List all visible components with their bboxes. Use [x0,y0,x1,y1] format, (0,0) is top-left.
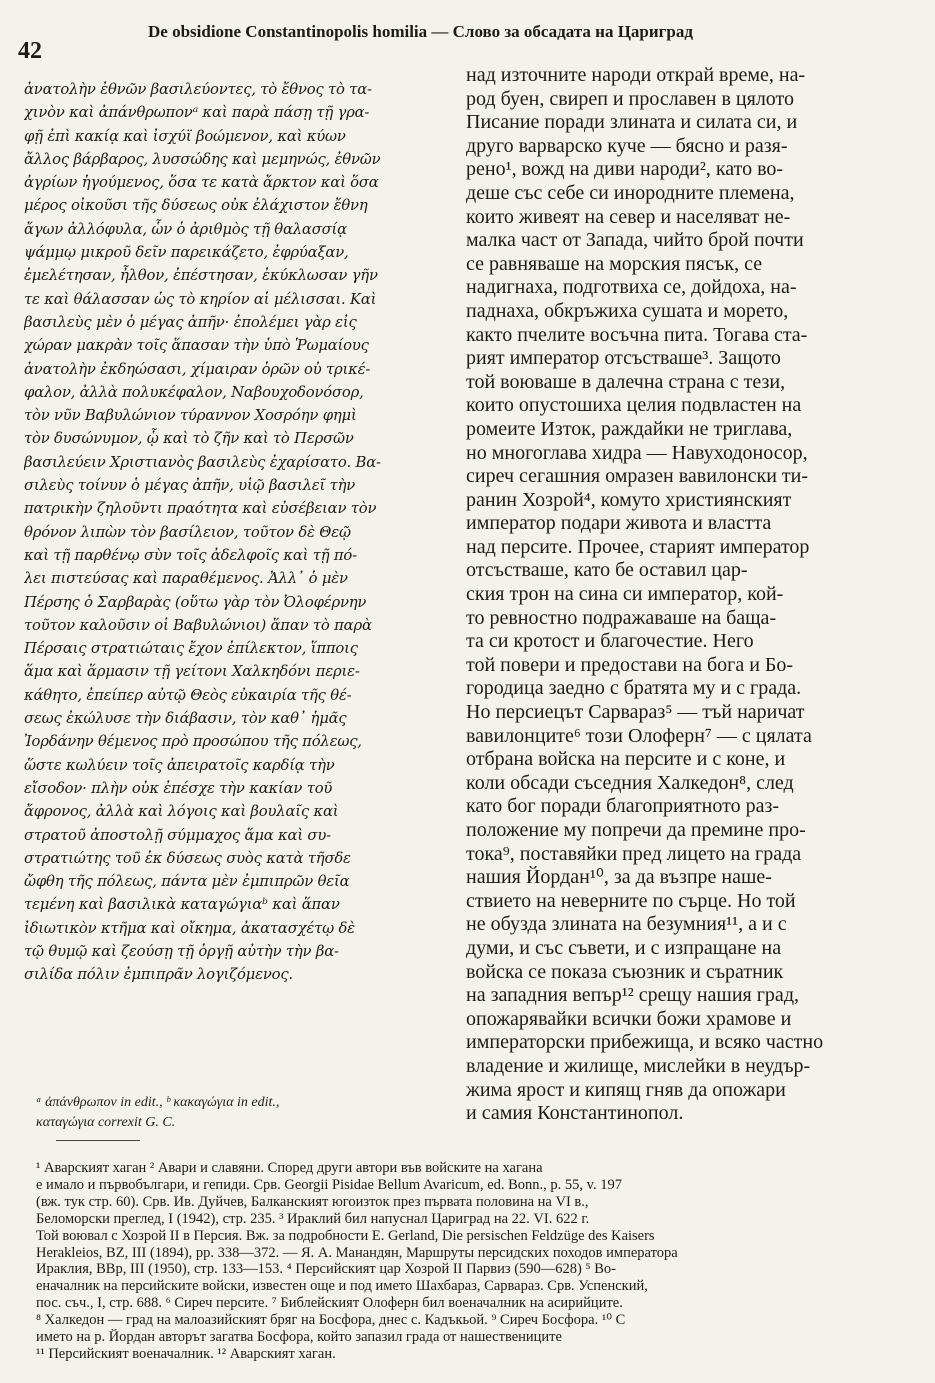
bulgarian-text-line: то ревностно подражаваше на баща- [466,606,777,629]
footnote-line: пос. съч., I, стр. 688. ⁶ Сиреч персите. ⁷ Библейският Олоферн бил военачалник на асирийците. [36,1295,623,1312]
bulgarian-text-line: ския трон на сина си император, кой- [466,583,784,606]
bulgarian-text-line: малка част от Запада, чийто брой почти [466,229,804,252]
bulgarian-text-line: над персите. Прочее, старият император [466,535,810,558]
bulgarian-text-line: жима ярост и кипящ гняв да опожари [466,1078,786,1101]
bulgarian-text-line: опожарявайки всички божи храмове и [466,1007,792,1030]
greek-text-line: πατρικὴν ζηλοῦντι πραότητα καὶ εὐσέβειαν τὸν [24,500,377,518]
greek-text-line: στρατιώτης τοῦ ἐκ δύσεως συὸς κατὰ τῆσδε [24,849,351,867]
apparatus-line: καταγώγια correxit G. C. [36,1115,176,1130]
greek-text-line: σιλεὺς τοίνυν ὁ μέγας ἀπῆν, υἱῷ βασιλεῖ τὴν [24,477,356,495]
greek-text-line: φῇ ἐπὶ κακίᾳ καὶ ἰσχύϊ βοώμενον, καὶ κύων [24,127,346,145]
bulgarian-text-line: отсъстваше, като бе оставил цар- [466,559,748,582]
bulgarian-text-line: надигнаха, подготвиха се, дойдоха, на- [466,276,797,299]
bulgarian-text-line: паднаха, обкръжиха сушата и морето, [466,299,789,322]
bulgarian-text-line: сиреч сегашния омразен вавилонски ти- [466,465,809,488]
greek-text-line: ἀγρίων ἡγούμενος, ὅσα τε κατὰ ἄρκτον καὶ ὅσα [24,174,379,192]
bulgarian-text-line: император подари живота и властта [466,512,772,535]
greek-text-line: στρατοῦ ἀποστολῇ σύμμαχος ἅμα καὶ συ- [24,826,331,844]
footnote-line: ¹ Аварският хаган ² Авари и славяни. Според други автори във войските на хагана [36,1160,543,1176]
footnote-line: еначалник на персийските войски, известен още и под името Шахбараз, Сарвараз. Срв. Успенский, [36,1278,648,1295]
bulgarian-text-line: както пчелите восъчна пита. Тогава ста- [466,323,808,346]
greek-text-line: τῷ θυμῷ καὶ ζεούσῃ τῇ ὀργῇ αὐτὴν τὴν βα- [24,942,339,960]
greek-text-line: ψάμμῳ μικροῦ δεῖν παρεικάζετο, ἐφρύαξαν, [24,244,349,262]
bulgarian-text-line: той повери и предостави на бога и Бо- [466,653,794,676]
greek-text-line: ἀνατολὴν ἐθνῶν βασιλεύοντες, τὸ ἔθνος τὸ τα- [24,81,372,98]
apparatus-line: ᵃ ἀπάνθρωπον in edit., ᵇ κακαγώγια in edit., [36,1095,280,1110]
greek-text-line: βασιλεὺς μὲν ὁ μέγας ἀπῆν· ἐπολέμει γὰρ εἰς [24,313,357,331]
bulgarian-text-line: той воюваше в далечна страна с тези, [466,370,786,393]
bulgarian-text-line: но многоглава хидра — Навуходоносор, [466,441,808,464]
greek-text-line: καὶ τῇ παρθένῳ σὺν τοῖς ἀδελφοῖς καὶ τῇ πό- [24,546,357,564]
bulgarian-text-line: род буен, свиреп и прославен в цялото [466,87,795,110]
greek-text-line: σιλίδα πόλιν ἐμπιπρᾶν λογιζόμενος. [24,966,293,984]
bulgarian-text-line: които живеят на север и населяват не- [466,205,791,228]
bulgarian-text-line: друго варварско куче — бясно и разя- [466,134,788,157]
bulgarian-text-line: вавилонците⁶ този Олоферн⁷ — с цялата [466,724,812,747]
bulgarian-text-line: думи, и със съвети, и с изпращане на [466,936,782,959]
greek-text-line: ἄλλος βάρβαρος, λυσσώδης καὶ μεμηνώς, ἐθνῶν [24,150,381,168]
bulgarian-text-line: ромеите Изток, раждайки не триглава, [466,417,793,440]
running-title: De obsidione Constantinopolis homilia — Слово за обсадата на Цариград [148,22,693,41]
greek-text-line: χινὸν καὶ ἀπάνθρωπονᵃ καὶ παρὰ πάσῃ τῇ γρα- [24,104,370,122]
greek-text-line: ὥστε κωλύειν τοῖς ἀπειρατοῖς καρδίᾳ τὴν [24,756,335,774]
bulgarian-text-line: ранин Хозрой⁴, комуто християнският [466,488,792,511]
footnote-line: Той воювал с Хозрой II в Персия. Вж. за подробности E. Gerland, Die persischen Feldzüge des Kaisers [36,1227,655,1244]
greek-text-line: βασιλεύειν Χριστιανὸς βασιλεὺς ἐχαρίσατο. Βα- [24,453,381,471]
greek-text-line: χώραν μακρὰν τοῖς ἅπασαν τὴν ὑπὸ Ῥωμαίους [24,337,369,355]
footnote-line: ¹¹ Персийският военачалник. ¹² Аварският хаган. [36,1345,336,1362]
bulgarian-translation-column [466,64,916,1126]
footnote-line: Ираклия, ВВр, III (1950), стр. 133—153. ⁴ Персийският цар Хозрой II Парвиз (590—628) ⁵ Во- [36,1261,616,1278]
bulgarian-text-line: ствието на неверните по сърце. Но той [466,889,796,912]
bulgarian-text-line: рено¹, вожд на диви народи², като во- [466,158,784,181]
bulgarian-text-line: деше със себе си инородните племена, [466,181,795,204]
greek-text-line: Ἰορδάνην θέμενος πρὸ προσώπου τῆς πόλεως, [24,733,362,751]
greek-text-line: κάθητο, ἐπείπερ αὐτῷ Θεὸς εὐκαιρία τῆς θέ- [24,686,352,704]
critical-apparatus [36,1093,476,1133]
bulgarian-text-line: които опустошиха целия подвластен на [466,394,802,417]
bulgarian-text-line: коли обсади съседния Халкедон⁸, след [466,771,794,794]
footnote-line: (вж. тук стр. 60). Срв. Ив. Дуйчев, Балканският югоизток през първата половина на VI в., [36,1193,589,1210]
greek-text-line: φαλον, ἀλλὰ πολυκέφαλον, Ναβουχοδονόσορ, [24,383,364,401]
greek-text-line: σεως ἐκώλυσε τὴν διάβασιν, τὸν καθ᾽ ἡμᾶς [24,710,347,728]
greek-text-line: τεμένη καὶ βασιλικὰ καταγώγιαᵇ καὶ ἅπαν [24,896,340,914]
greek-text-line: ἅμα καὶ ἅρμασιν τῇ γείτονι Χαλκηδόνι περιε- [24,663,360,681]
greek-text-line: ἐμελέτησαν, ἦλθον, ἐπέστησαν, ἐκύκλωσαν γῆν [24,267,378,285]
bulgarian-text-line: городица заедно с братята му и с града. [466,677,802,700]
bulgarian-text-line: положение му попречи да премине про- [466,819,806,841]
bulgarian-text-line: тока⁹, поставяйки пред лицето на града [466,842,802,865]
greek-text-line: τὸν νῦν Βαβυλώνιον τύραννον Χοσρόην φημὶ [24,407,357,425]
greek-text-line: εἴσοδον· πλὴν οὐκ ἐπέσχε τὴν κακίαν τοῦ [24,779,333,797]
greek-text-line: ἄφρονος, ἀλλὰ καὶ λόγοις καὶ βουλαῖς καὶ [24,803,339,821]
bulgarian-text-line: рият император отсъстваше³. Защото [466,347,781,370]
bulgarian-text-line: владение и жилище, мислейки в неудър- [466,1054,811,1077]
bulgarian-text-line: императорски прибежища, и всяко частно [466,1031,824,1054]
footnote-line: ⁸ Халкедон — град на малоазийският бряг на Босфора, днес с. Кадъкьой. ⁹ Сиреч Босфора. ¹⁰ С [36,1312,626,1329]
greek-text-line: ἀνατολὴν ἐκδηώσασι, χίμαιραν ὁρῶν οὐ τρικέ- [24,360,371,378]
bulgarian-text-line: та си кротост и благочестие. Него [466,630,754,653]
bulgarian-text-line: отбрана войска на персите и с коне, и [466,748,786,771]
greek-text-line: Πέρσαις στρατιώταις ἔχον ἐπίλεκτον, ἵπποις [24,640,358,658]
bulgarian-text-line: войска се показа съюзник и съратник [466,960,784,983]
bulgarian-text-line: като бог поради благоприятното раз- [466,795,780,818]
greek-text-line: τὸν δυσώνυμον, ᾧ καὶ τὸ ζῆν καὶ τὸ Περσῶν [24,430,354,448]
bulgarian-text-line: нашия Йордан¹⁰, за да възпре наше- [466,866,772,889]
greek-text-column [24,78,456,987]
bulgarian-text-line: над източните народи открай време, на- [466,64,806,86]
bulgarian-text-line: се равняваше на морския пясък, се [466,252,763,275]
footnotes [36,1160,916,1363]
footnote-line: е имало и първобългари, и гепиди. Срв. Georgii Pisidae Bellum Avaricum, ed. Bonn., p. 55, v. 197 [36,1176,622,1193]
footnote-separator-rule [56,1140,140,1141]
bulgarian-text-line: не обузда злината на безумния¹¹, а и с [466,913,787,936]
greek-text-line: ὤφθη τῆς πόλεως, πάντα μὲν ἐμπιπρῶν θεῖα [24,873,350,891]
bulgarian-text-line: Но персиецът Сарвараз⁵ — тъй наричат [466,701,805,724]
greek-text-line: Πέρσης ὁ Σαρβαρὰς (οὕτω γὰρ τὸν Ὀλοφέρνην [24,593,367,611]
bulgarian-text-line: и самия Константинопол. [466,1102,684,1125]
greek-text-line: λει πιστεύσας καὶ παραθέμενος. Ἀλλ᾽ ὁ μὲν [24,570,348,588]
greek-text-line: ἰδιωτικὸν κτῆμα καὶ οἴκημα, ἀκατασχέτῳ δὲ [24,919,355,937]
page-number: 42 [18,38,42,64]
greek-text-line: μέρος οἰκοῦσι τῆς δύσεως οὐκ ἐλάχιστον ἔθνη [24,197,368,215]
footnote-line: името на р. Йордан авторът загатва Босфора, който запазил града от нашествениците [36,1329,562,1346]
greek-text-line: ἄγων ἀλλόφυλα, ὧν ὁ ἀριθμὸς τῇ θαλασσίᾳ [24,220,347,238]
greek-text-line: τοῦτον καλοῦσιν οἱ Βαβυλώνιοι) ἅπαν τὸ παρὰ [24,616,372,634]
greek-text-line: τε καὶ θάλασσαν ὡς τὸ κηρίον αἱ μέλισσαι. Καὶ [24,290,377,308]
footnote-line: Herakleios, BZ, III (1894), pp. 338—372. — Я. А. Манандян, Маршруты персидских походов императора [36,1244,678,1261]
bulgarian-text-line: на западния вепър¹² срещу нашия град, [466,984,799,1007]
bulgarian-text-line: Писание поради злината и силата си, и [466,111,798,134]
greek-text-line: θρόνον λιπὼν τὸν βασίλειον, τοῦτον δὲ Θεῷ [24,523,351,541]
footnote-line: Беломорски преглед, I (1942), стр. 235. ³ Ираклий бил напуснал Цариград на 22. VI. 622 г. [36,1210,590,1227]
